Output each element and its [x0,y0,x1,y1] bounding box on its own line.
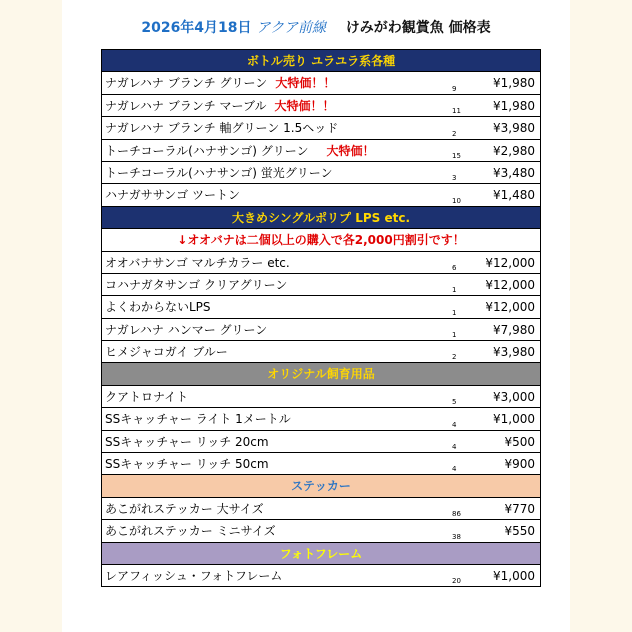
item-price: ¥12,000 [485,277,535,292]
table-row [102,184,540,206]
item-price: ¥1,980 [493,76,535,91]
item-quantity: 9 [452,84,457,93]
item-name: SSキャッチャー ライト 1メートル [105,412,291,427]
table-row [102,117,540,139]
section-header: ボトル売り ユラユラ系各種 [102,50,540,72]
item-name: トーチコーラル(ハナサンゴ) グリーン [105,143,309,158]
item-quantity: 38 [452,532,461,541]
section-header: オリジナル飼育用品 [102,363,540,385]
item-quantity: 1 [452,331,457,340]
item-price: ¥500 [504,434,535,449]
item-name: あこがれステッカー ミニサイズ [105,524,276,539]
table-row [102,72,540,94]
table-row [102,408,540,430]
title-date: 2026年4月18日 [141,20,252,36]
table-row [102,274,540,296]
table-row [102,252,540,274]
item-name: ナガレハナ ブランチ グリーン [105,76,268,91]
table-row [102,431,540,453]
item-name: ナガレハナ ブランチ マーブル [105,98,267,113]
item-quantity: 5 [452,398,457,407]
item-quantity: 20 [452,577,461,586]
item-quantity: 86 [452,510,461,519]
table-row [102,341,540,363]
table-row [102,453,540,475]
item-quantity: 1 [452,308,457,317]
special-price-label: 大特価！！ [275,76,336,91]
special-price-label: 大特価！！ [274,98,335,113]
item-price: ¥1,480 [493,188,535,203]
section-header: ステッカー [102,475,540,497]
item-quantity: 4 [452,443,457,452]
item-quantity: 15 [452,151,461,160]
item-name: あこがれステッカー 大サイズ [105,501,264,516]
item-name: レアフィッシュ・フォトフレーム [105,568,283,583]
item-quantity: 4 [452,465,457,474]
item-quantity: 1 [452,286,457,295]
item-price: ¥1,000 [493,412,535,427]
item-name: SSキャッチャー リッチ 50cm [105,457,269,472]
item-price: ¥7,980 [493,322,535,337]
item-price: ¥3,980 [493,121,535,136]
item-name: よくわからないLPS [105,300,211,315]
section-header: 大きめシングルポリプ LPS etc. [102,207,540,229]
item-quantity: 2 [452,353,457,362]
title-shop: アクア前線 [256,20,327,36]
item-price: ¥550 [504,524,535,539]
table-row [102,386,540,408]
table-row [102,140,540,162]
table-row [102,95,540,117]
discount-notice: ↓オオバナは二個以上の購入で各2,000円割引です！ [102,229,540,251]
page-title [62,17,570,43]
item-name: ナガレハナ ブランチ 軸グリーン 1.5ヘッド [105,121,339,136]
item-price: ¥900 [504,457,535,472]
item-name: SSキャッチャー リッチ 20cm [105,434,269,449]
table-row [102,162,540,184]
price-table [101,49,541,587]
item-name: ナガレハナ ハンマー グリーン [105,322,268,337]
item-price: ¥12,000 [485,255,535,270]
table-row [102,498,540,520]
item-quantity: 11 [452,107,461,116]
item-price: ¥770 [504,501,535,516]
item-quantity: 4 [452,420,457,429]
item-price: ¥3,480 [493,165,535,180]
item-quantity: 10 [452,196,461,205]
item-name: ハナガササンゴ ツートン [105,188,240,203]
item-price: ¥1,980 [493,98,535,113]
table-row [102,520,540,542]
item-price: ¥3,980 [493,345,535,360]
item-name: クアトロナイト [105,389,189,404]
item-name: コハナガタサンゴ クリアグリーン [105,277,288,292]
item-price: ¥2,980 [493,143,535,158]
item-quantity: 2 [452,129,457,138]
item-price: ¥3,000 [493,389,535,404]
item-price: ¥1,000 [493,568,535,583]
item-name: オオバナサンゴ マルチカラー etc. [105,255,290,270]
title-text: けみがわ観賞魚 価格表 [345,20,491,36]
table-row [102,319,540,341]
section-header: フォトフレーム [102,543,540,565]
item-quantity: 6 [452,263,457,272]
item-name: トーチコーラル(ハナサンゴ) 蛍光グリーン [105,165,333,180]
item-price: ¥12,000 [485,300,535,315]
table-row [102,565,540,587]
item-quantity: 3 [452,174,457,183]
special-price-label: 大特価！ [326,143,375,158]
table-row [102,296,540,318]
item-name: ヒメジャコガイ ブルー [105,345,228,360]
